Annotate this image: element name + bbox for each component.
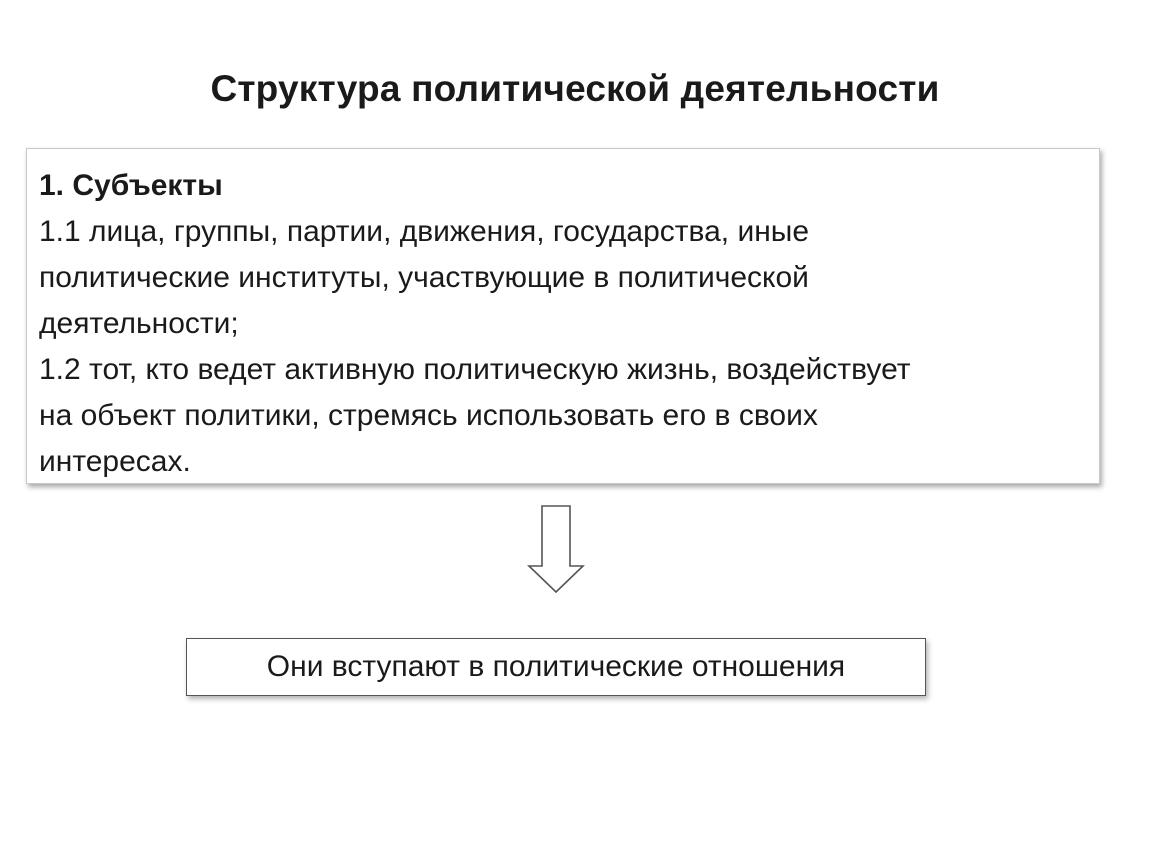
down-arrow-icon bbox=[527, 504, 585, 594]
subjects-line: политические институты, участвующие в политической bbox=[39, 261, 809, 294]
subjects-line: 1.1 лица, группы, партии, движения, государства, иные bbox=[39, 215, 810, 248]
subjects-line: интересах. bbox=[39, 445, 191, 478]
subjects-line: на объект политики, стремясь использовать его в своих bbox=[39, 399, 818, 432]
subjects-line: деятельности; bbox=[39, 307, 239, 340]
subjects-box bbox=[26, 148, 1100, 484]
page-title: Структура политической деятельности bbox=[210, 68, 940, 109]
result-box bbox=[186, 638, 926, 696]
result-text: Они вступают в политические отношения bbox=[266, 650, 846, 683]
subjects-heading: 1. Субъекты bbox=[39, 169, 223, 202]
subjects-line: 1.2 тот, кто ведет активную политическую жизнь, воздействует bbox=[39, 353, 911, 386]
